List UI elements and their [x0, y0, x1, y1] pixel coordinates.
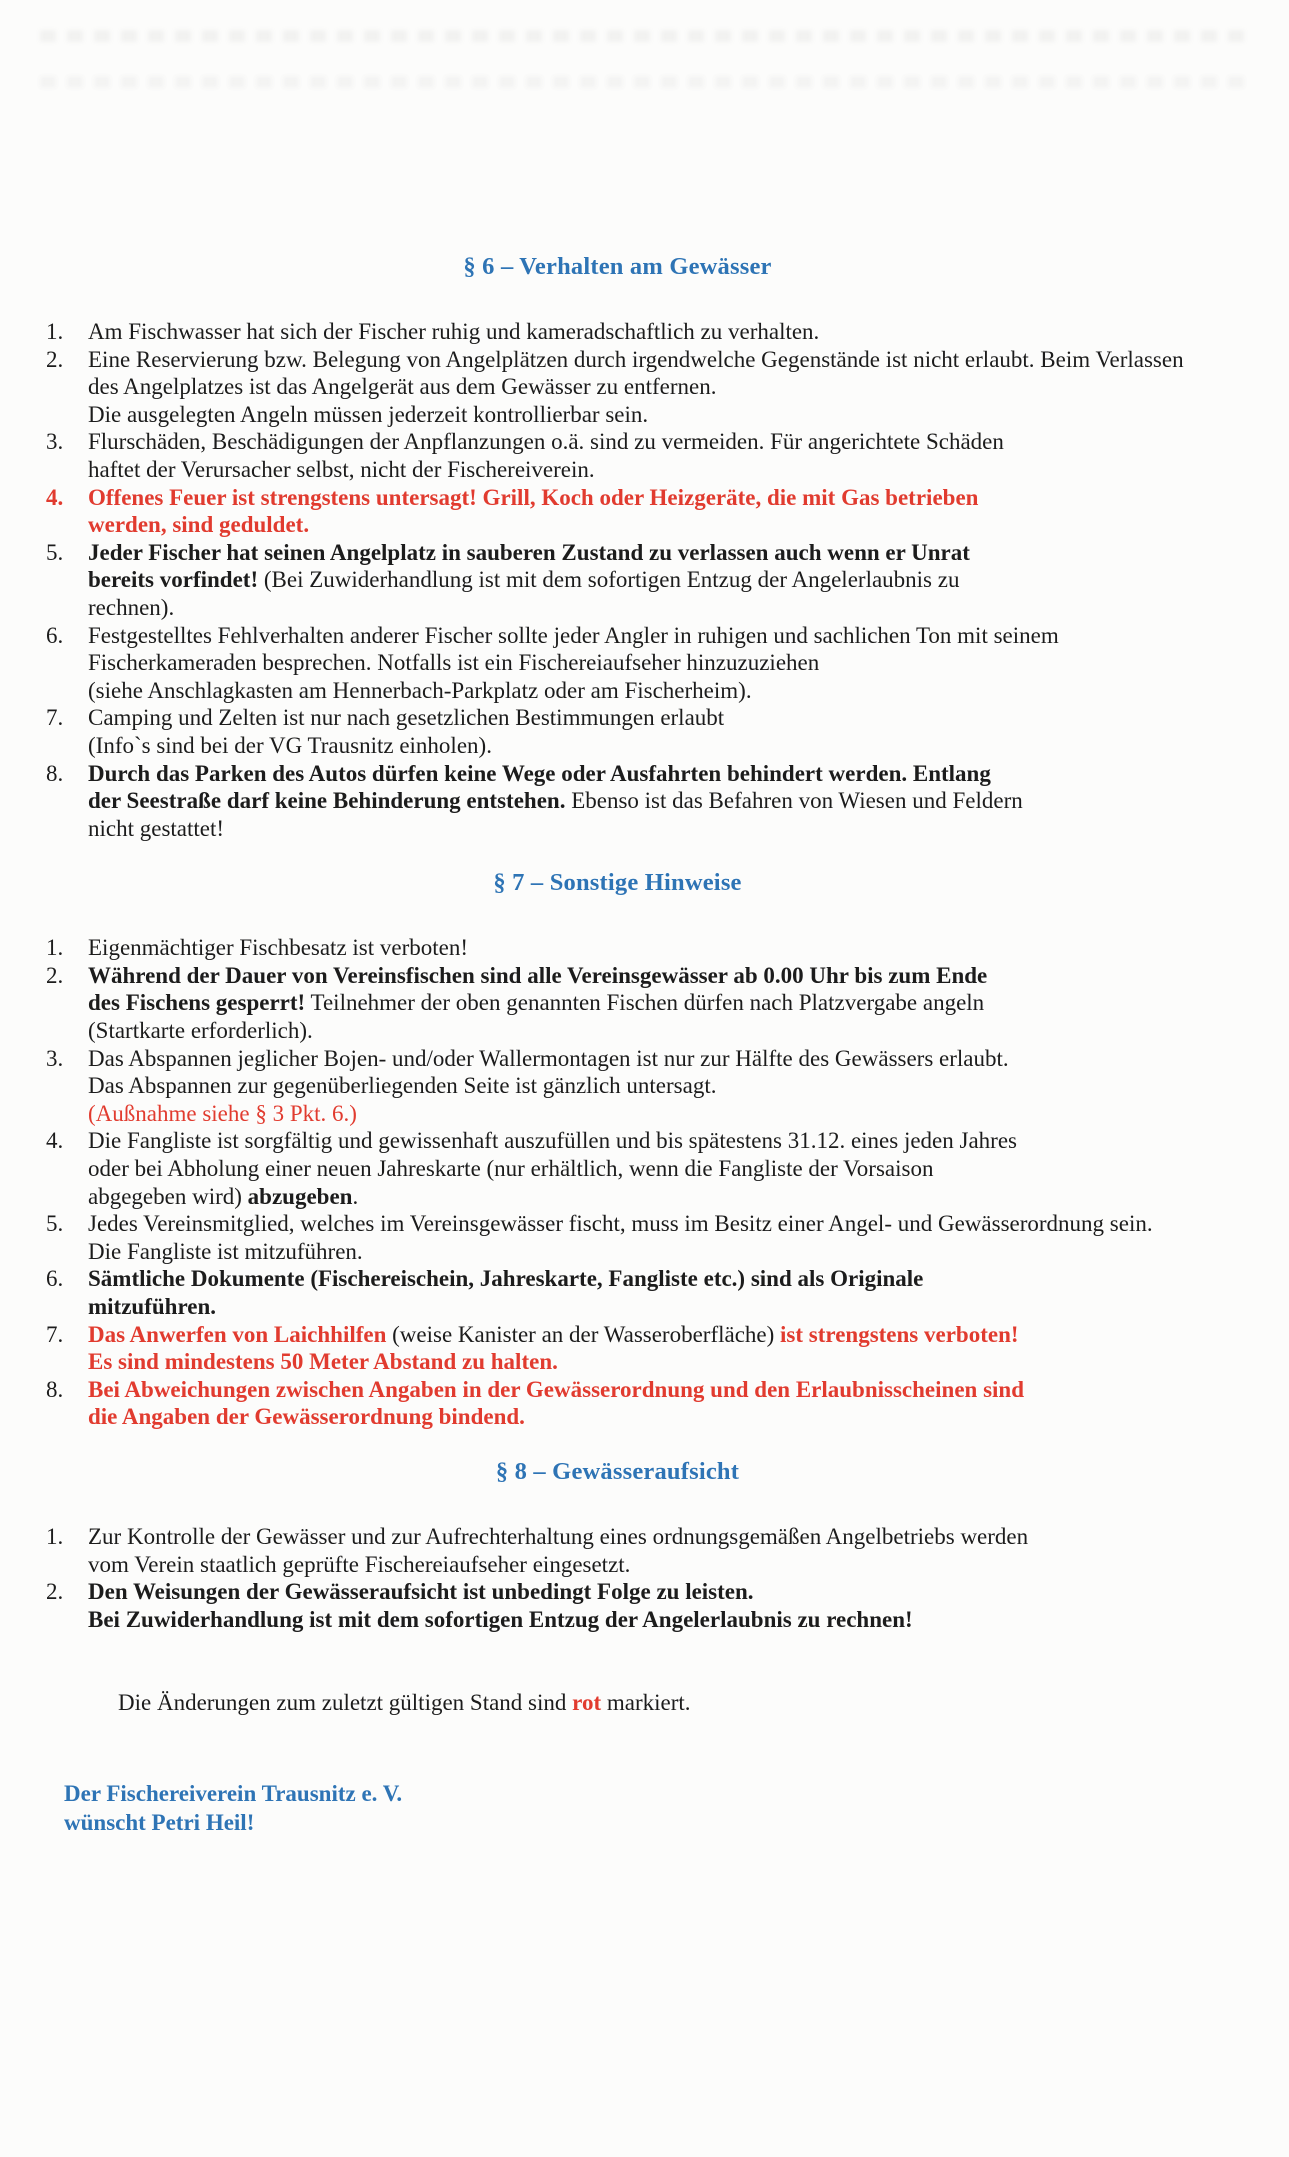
list-item [46, 1210, 1189, 1265]
list-item [46, 484, 1189, 539]
list-item-number: 3. [46, 429, 64, 455]
list-item-number: 1. [46, 319, 64, 344]
section-8-heading: § 8 – Gewässeraufsicht [495, 1457, 740, 1485]
list-item-text: Eine Reservierung bzw. Belegung von Angelplätzen durch irgendwelche Gegenstände ist nicht erlaubt. Beim Verlassen des Angelplatzes ist das Angelgerät aus dem Gewässer zu entfernen. Die ausgelegten Angeln müssen jederzeit kontrollierbar sein. [88, 346, 1184, 427]
list-item-number: 6. [46, 1266, 64, 1292]
list-item-number: 1. [46, 935, 64, 961]
list-item-text: Camping und Zelten ist nur nach gesetzlichen Bestimmungen erlaubt (Info`s sind bei der VG Trausnitz einholen). [88, 705, 725, 758]
list-item-text: Durch das Parken des Autos dürfen keine Wege oder Ausfahrten behindert werden. Entlang der Seestraße darf keine Behinderung entstehen. Ebenso ist das Befahren von Wiesen und Feldern nicht gestattet! [88, 760, 1023, 841]
list-item-number: 8. [46, 1376, 64, 1402]
signature-line-1: Der Fischereiverein Trausnitz e. V. [64, 1780, 403, 1806]
list-item [46, 934, 1189, 962]
list-item-number: 2. [46, 346, 64, 372]
list-item-number: 5. [46, 539, 64, 565]
signature-line-2: wünscht Petri Heil! [64, 1809, 255, 1835]
list-item-text: Offenes Feuer ist strengstens untersagt! Grill, Koch oder Heizgeräte, die mit Gas betrieben werden, sind geduldet. [88, 484, 979, 538]
list-item [46, 760, 1189, 843]
list-item [46, 428, 1189, 483]
list-item [46, 622, 1189, 705]
list-item-number: 4. [46, 1128, 64, 1154]
section-6-list [46, 318, 1189, 842]
list-item [46, 1265, 1189, 1320]
list-item-text: Bei Abweichungen zwischen Angaben in der Gewässerordnung und den Erlaubnisscheinen sind die Angaben der Gewässerordnung bindend. [88, 1376, 1024, 1430]
changes-note: Die Änderungen zum zuletzt gültigen Stand sind rot markiert. [118, 1690, 691, 1716]
list-item-text: Die Fangliste ist sorgfältig und gewissenhaft auszufüllen und bis spätestens 31.12. eines jeden Jahres oder bei Abholung einer neuen Jahreskarte (nur erhältlich, wenn die Fangliste der Vorsaison abgegeben wird) abzugeben. [88, 1128, 1017, 1209]
list-item [46, 1376, 1189, 1431]
list-item [46, 539, 1189, 622]
list-item-text: Sämtliche Dokumente (Fischereischein, Jahreskarte, Fangliste etc.) sind als Originale mitzuführen. [88, 1266, 924, 1319]
section-8-list [46, 1523, 1189, 1633]
section-7-heading: § 7 – Sonstige Hinweise [493, 869, 742, 897]
list-item-text: Am Fischwasser hat sich der Fischer ruhig und kameradschaftlich zu verhalten. [88, 319, 820, 344]
list-item-number: 2. [46, 962, 64, 988]
list-item-text: Festgestelltes Fehlverhalten anderer Fischer sollte jeder Angler in ruhigen und sachlichen Ton mit seinem Fischerkameraden besprechen. Notfalls ist ein Fischereiaufseher hinzuzuziehen (siehe Anschlagkasten am Hennerbach-Parkplatz oder am Fischerheim). [88, 622, 1059, 703]
list-item [46, 704, 1189, 759]
list-item [46, 962, 1189, 1045]
list-item [46, 1321, 1189, 1376]
signature-block [64, 1779, 1189, 1837]
list-item-text: Während der Dauer von Vereinsfischen sind alle Vereinsgewässer ab 0.00 Uhr bis zum Ende des Fischens gesperrt! Teilnehmer der oben genannten Fischen dürfen nach Platzvergabe angeln (Startkarte erforderlich). [88, 962, 988, 1044]
scan-bleed-artifact [40, 76, 1249, 88]
list-item [46, 1127, 1189, 1210]
list-item-number: 1. [46, 1523, 64, 1549]
list-item [46, 1045, 1189, 1128]
scan-bleed-artifact [40, 30, 1249, 42]
list-item-number: 4. [46, 484, 64, 510]
list-item-text: Jedes Vereinsmitglied, welches im Vereinsgewässer fischt, muss im Besitz einer Angel- und Gewässerordnung sein. Die Fangliste ist mitzuführen. [88, 1211, 1153, 1264]
list-item [46, 1578, 1189, 1633]
list-item-number: 7. [46, 1321, 64, 1347]
list-item-number: 8. [46, 760, 64, 786]
list-item-number: 5. [46, 1211, 64, 1237]
list-item-number: 6. [46, 622, 64, 648]
list-item-text: Das Abspannen jeglicher Bojen- und/oder Wallermontagen ist nur zur Hälfte des Gewässers erlaubt. Das Abspannen zur gegenüberliegenden Seite ist gänzlich untersagt. (Außnahme siehe § 3 Pkt. 6.) [88, 1045, 1009, 1126]
list-item-text: Zur Kontrolle der Gewässer und zur Aufrechterhaltung eines ordnungsgemäßen Angelbetriebs werden vom Verein staatlich geprüfte Fischereiaufseher eingesetzt. [88, 1523, 1029, 1577]
list-item-text: Jeder Fischer hat seinen Angelplatz in sauberen Zustand zu verlassen auch wenn er Unrat bereits vorfindet! (Bei Zuwiderhandlung ist mit dem sofortigen Entzug der Angelerlaubnis zu rechnen). [88, 539, 970, 620]
section-7-list [46, 934, 1189, 1431]
list-item-text: Flurschäden, Beschädigungen der Anpflanzungen o.ä. sind zu vermeiden. Für angerichtete Schäden haftet der Verursacher selbst, nicht der Fischereiverein. [88, 429, 1004, 482]
list-item-number: 3. [46, 1045, 64, 1071]
list-item [46, 1523, 1189, 1578]
list-item-text: Eigenmächtiger Fischbesatz ist verboten! [88, 935, 469, 961]
list-item-number: 2. [46, 1579, 64, 1605]
list-item-text: Den Weisungen der Gewässeraufsicht ist unbedingt Folge zu leisten. Bei Zuwiderhandlung ist mit dem sofortigen Entzug der Angelerlaubnis zu rechnen! [88, 1579, 913, 1632]
list-item [46, 346, 1189, 429]
list-item-number: 7. [46, 705, 64, 731]
list-item [46, 318, 1189, 346]
section-6-heading: § 6 – Verhalten am Gewässer [463, 253, 772, 280]
list-item-text: Das Anwerfen von Laichhilfen (weise Kanister an der Wasseroberfläche) ist strengstens verboten! Es sind mindestens 50 Meter Abstand zu halten. [88, 1321, 1019, 1375]
